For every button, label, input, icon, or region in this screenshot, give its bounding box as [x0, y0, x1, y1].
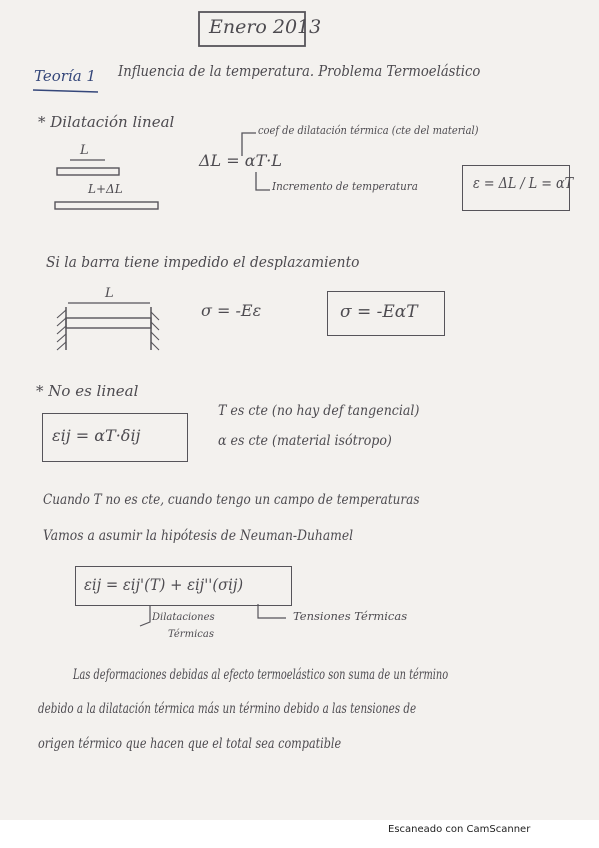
annotation-temp-increment: Incremento de temperatura [272, 179, 418, 193]
boxed-tensor-equation [42, 413, 188, 462]
annotation-dilation-coef: coef de dilatación térmica (cte del material) [258, 123, 479, 137]
beam-label-L: L [105, 286, 114, 301]
topic-label: Teoría 1 [34, 67, 96, 85]
heading-linear-dilation: * Dilatación lineal [38, 113, 175, 131]
thermal-dilation-arrow [140, 606, 150, 626]
tensor-equation-text: εij = αT·δij [52, 426, 141, 445]
equation-stress: σ = -Eε [201, 301, 262, 320]
temp-arrow [256, 172, 270, 190]
text-temperature-field: Cuando T no es cte, cuando tengo un campo de temperaturas [43, 492, 420, 508]
text-neuman-duhamel: Vamos a asumir la hipótesis de Neuman-Duhamel [43, 528, 354, 544]
scanner-watermark: Escaneado con CamScanner [388, 824, 531, 835]
heading-nonlinear: * No es lineal [36, 382, 139, 400]
bar-label-L-plus-dL: L+ΔL [88, 182, 123, 196]
bar-extended [55, 202, 158, 209]
title-underline [33, 90, 98, 92]
label-thermal-dilations-2: Térmicas [168, 629, 214, 640]
wall-hatching-left [57, 310, 66, 350]
bar-label-L: L [80, 143, 89, 158]
strain-equation-text: ε = ΔL / L = αT [473, 176, 574, 192]
paragraph-line-3: origen térmico que hacen que el total sea compatible [38, 736, 342, 752]
date-text: Enero 2013 [209, 16, 322, 38]
boxed-strain-equation [462, 165, 574, 211]
paragraph-line-2: debido a la dilatación térmica más un término debido a las tensiones de [38, 701, 417, 717]
label-thermal-dilations: Dilataciones [152, 612, 215, 623]
wall-hatching-right [151, 312, 159, 350]
page-title: Influencia de la temperatura. Problema Termoelástico [118, 62, 481, 80]
paragraph-line-1: Las deformaciones debidas al efecto termoelástico son suma de un término [73, 667, 449, 683]
note-alpha-constant: α es cte (material isótropo) [218, 433, 392, 449]
thermal-stress-arrow [258, 604, 286, 618]
equation-dL: ΔL = αT·L [199, 151, 282, 170]
note-T-constant: T es cte (no hay def tangencial) [218, 403, 420, 419]
boxed-stress-equation [327, 291, 445, 336]
neuman-duhamel-equation-text: εij = εij'(T) + εij''(σij) [84, 575, 244, 594]
stress-equation-text: σ = -EαT [340, 302, 418, 322]
bar-original [57, 168, 119, 175]
label-thermal-stresses: Tensiones Térmicas [293, 609, 408, 623]
fixed-beam [66, 318, 151, 328]
heading-restrained-bar: Si la barra tiene impedido el desplazamiento [46, 253, 360, 271]
boxed-neuman-duhamel-equation [75, 566, 292, 606]
